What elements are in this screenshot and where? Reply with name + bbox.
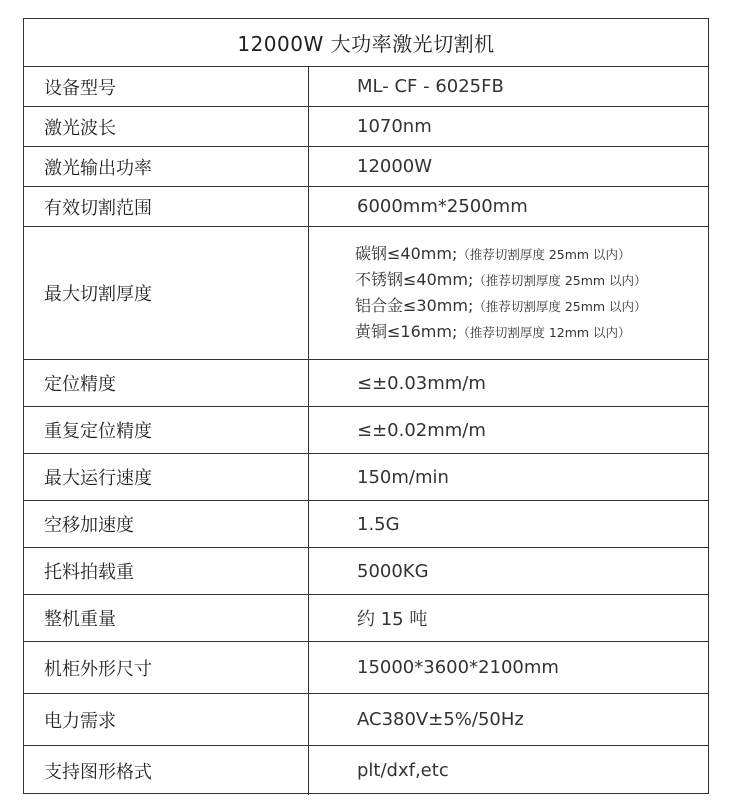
row-label: 整机重量 [24, 595, 309, 641]
table-row [24, 595, 708, 642]
thickness-line [355, 241, 631, 267]
row-label: 机柜外形尺寸 [24, 642, 309, 693]
row-value: 6000mm*2500mm [357, 196, 528, 217]
row-value: plt/dxf,etc [357, 760, 449, 781]
thickness-main: 黄铜≤16mm; [355, 322, 458, 341]
row-value: 12000W [357, 156, 433, 177]
table-row [24, 642, 708, 694]
row-label: 设备型号 [24, 67, 309, 106]
row-value: ≤±0.03mm/m [357, 372, 486, 394]
thickness-note: （推荐切割厚度 25mm 以内） [473, 273, 647, 288]
row-value: ML- CF - 6025FB [357, 76, 504, 97]
row-value: 5000KG [357, 560, 429, 582]
row-label: 激光波长 [24, 107, 309, 146]
table-row [24, 67, 708, 107]
table-title: 12000W 大功率激光切割机 [24, 19, 708, 67]
thickness-main: 不锈钢≤40mm; [355, 270, 474, 289]
table-row [24, 548, 708, 595]
row-label: 有效切割范围 [24, 187, 309, 226]
spec-table [23, 18, 709, 794]
table-row [24, 501, 708, 548]
thickness-note: （推荐切割厚度 12mm 以内） [457, 325, 631, 340]
row-label: 支持图形格式 [24, 746, 309, 795]
row-value-multiline [309, 227, 708, 359]
thickness-line [355, 267, 647, 293]
table-row [24, 360, 708, 407]
table-row [24, 746, 708, 795]
row-label: 激光输出功率 [24, 147, 309, 186]
row-label: 最大切割厚度 [24, 227, 309, 359]
row-label: 电力需求 [24, 694, 309, 745]
table-row [24, 187, 708, 227]
table-row [24, 227, 708, 360]
row-value: 约 15 吨 [357, 609, 428, 630]
row-label: 定位精度 [24, 360, 309, 406]
row-label: 托料拍载重 [24, 548, 309, 594]
row-value: 15000*3600*2100mm [357, 657, 559, 678]
thickness-main: 铝合金≤30mm; [355, 296, 474, 315]
table-row [24, 407, 708, 454]
row-value: AC380V±5%/50Hz [357, 709, 524, 730]
row-value: 1.5G [357, 513, 400, 535]
thickness-note: （推荐切割厚度 25mm 以内） [473, 299, 647, 314]
row-value: ≤±0.02mm/m [357, 419, 486, 441]
thickness-line [355, 293, 647, 319]
table-row [24, 147, 708, 187]
row-value: 1070nm [357, 116, 432, 137]
row-value: 150m/min [357, 466, 449, 488]
row-label: 重复定位精度 [24, 407, 309, 453]
table-row [24, 107, 708, 147]
thickness-note: （推荐切割厚度 25mm 以内） [457, 247, 631, 262]
row-label: 空移加速度 [24, 501, 309, 547]
thickness-line [355, 319, 631, 345]
table-row [24, 454, 708, 501]
thickness-main: 碳钢≤40mm; [355, 244, 458, 263]
row-label: 最大运行速度 [24, 454, 309, 500]
table-row [24, 694, 708, 746]
